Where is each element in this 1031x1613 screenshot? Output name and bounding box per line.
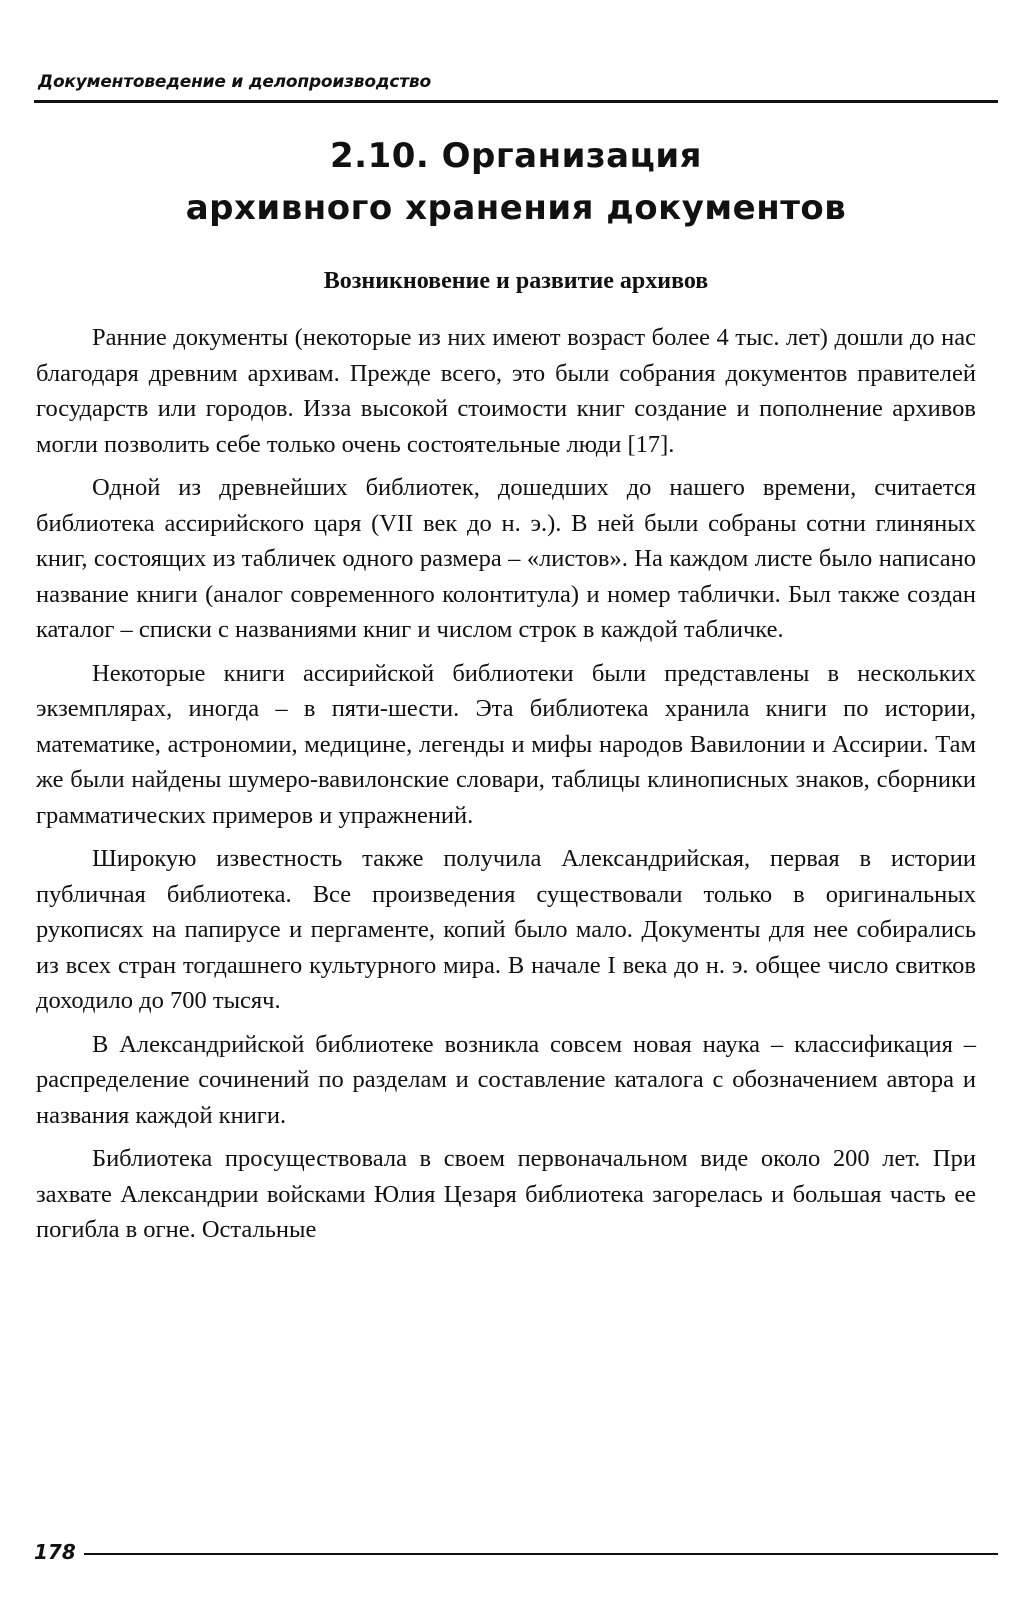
body-text bbox=[36, 320, 976, 1256]
paragraph: Библиотека просуществовала в своем первоначальном виде около 200 лет. При захвате Александрии войсками Юлия Цезаря библиотека загорелась и большая часть ее погибла в огне. Остальные bbox=[36, 1145, 976, 1243]
chapter-title-line-2: архивного хранения документов bbox=[185, 188, 847, 228]
page-footer bbox=[34, 1540, 998, 1564]
paragraph: В Александрийской библиотеке возникла совсем новая наука – классификация – распределение сочинений по разделам и составление каталога с обозначением автора и названия каждой книги. bbox=[36, 1030, 976, 1129]
paragraph: Некоторые книги ассирийской библиотеки были представлены в нескольких экземплярах, иногда – в пяти-шести. Эта библиотека хранила книги по истории, математике, астрономии, медицине, легенды и мифы народов Вавилонии и Ассирии. Там же были найдены шумеро-вавилонские словари, таблицы клинописных знаков, сборники грамматических примеров и упражнений. bbox=[36, 659, 976, 829]
footer-rule bbox=[84, 1553, 998, 1555]
chapter-title-line-1: 2.10. Организация bbox=[330, 136, 702, 176]
paragraph: Широкую известность также получила Александрийская, первая в истории публичная библиотека. Все произведения существовали только в оригинальных рукописях на папирусе и пергаменте, копий было мало. Документы для нее собирались из всех стран тогдашнего культурного мира. В начале I века до н. э. общее число свитков доходило до 700 тысяч. bbox=[36, 845, 976, 1014]
chapter-title bbox=[34, 130, 998, 234]
paragraph: Ранние документы (некоторые из них имеют возраст более 4 тыс. лет) дошли до нас благодаря древним архивам. Прежде всего, это были собрания документов правителей государств или городов. Изза высокой стоимости книг создание и пополнение архивов могли позволить себе только очень состоятельные люди [17]. bbox=[36, 324, 976, 458]
page-number: 178 bbox=[34, 1540, 76, 1564]
section-title: Возникновение и развитие архивов bbox=[323, 268, 709, 294]
running-head: Документоведение и делопроизводство bbox=[38, 72, 431, 92]
paragraph: Одной из древнейших библиотек, дошедших до нашего времени, считается библиотека ассирийского царя (VII век до н. э.). В ней были собраны сотни глиняных книг, состоящих из табличек одного размера – «листов». На каждом листе было написано название книги (аналог современного колонтитула) и номер таблички. Был также создан каталог – списки с названиями книг и числом строк в каждой табличке. bbox=[36, 474, 976, 643]
header-rule bbox=[34, 100, 998, 103]
